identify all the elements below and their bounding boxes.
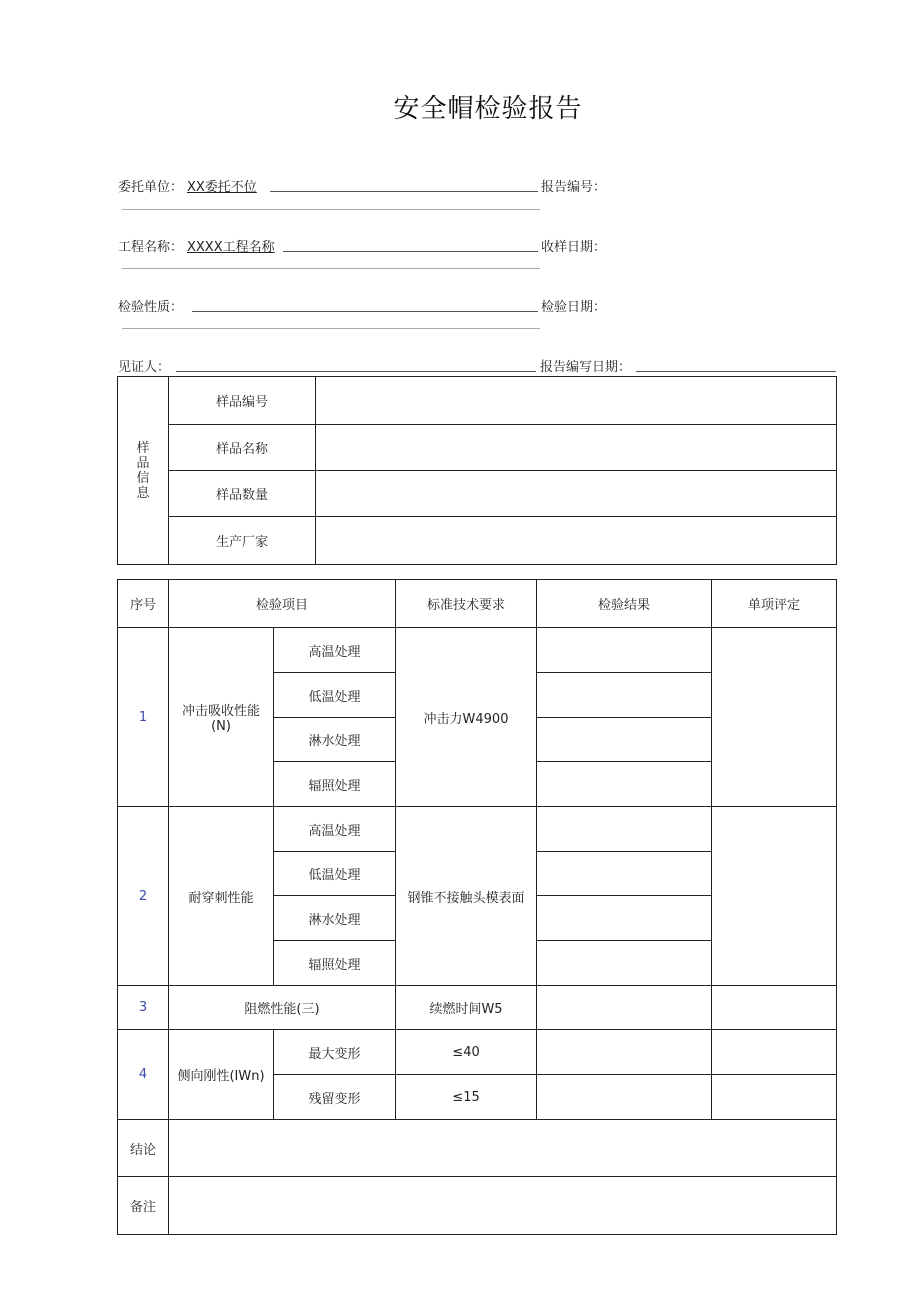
item-name: 耐穿刺性能	[169, 807, 274, 986]
nature-label: 检验性质：	[118, 300, 184, 315]
row1-line	[122, 209, 540, 210]
rating-cell	[712, 1030, 837, 1075]
conclusion-label: 结论	[118, 1120, 169, 1177]
result-cell	[537, 1030, 712, 1075]
project-label: 工程名称：	[118, 240, 184, 255]
requirement: 续燃时间W5	[396, 986, 537, 1030]
result-cell	[537, 896, 712, 941]
item-number: 4	[118, 1030, 169, 1120]
result-cell	[537, 718, 712, 762]
sample-section-label: 样品信息	[118, 377, 169, 565]
report-date-underline	[636, 371, 836, 372]
item-number: 3	[118, 986, 169, 1030]
sample-info-table	[117, 376, 837, 565]
sample-value	[316, 471, 837, 517]
result-cell	[537, 986, 712, 1030]
item-name: 阻燃性能(三)	[169, 986, 396, 1030]
requirement: ≤15	[396, 1075, 537, 1120]
result-cell	[537, 807, 712, 852]
project-value: XXXX工程名称	[187, 240, 275, 255]
sub-item: 高温处理	[274, 807, 396, 852]
sub-item: 最大变形	[274, 1030, 396, 1075]
witness-underline	[176, 371, 536, 372]
result-cell	[537, 941, 712, 986]
result-cell	[537, 762, 712, 807]
requirement: 钢锥不接触头模表面	[396, 807, 537, 986]
rating-cell	[712, 807, 837, 986]
witness-label: 见证人：	[118, 360, 171, 375]
result-cell	[537, 628, 712, 673]
item-name: 侧向刚性(IWn)	[169, 1030, 274, 1120]
rating-cell	[712, 1075, 837, 1120]
header-rating: 单项评定	[712, 580, 837, 628]
receive-date-label: 收样日期：	[541, 240, 607, 255]
client-value: XX委托不位	[187, 180, 257, 195]
rating-cell	[712, 986, 837, 1030]
requirement: 冲击力W4900	[396, 628, 537, 807]
sample-label: 样品数量	[169, 471, 316, 517]
client-underline	[270, 191, 538, 192]
sample-value	[316, 517, 837, 565]
header-no: 序号	[118, 580, 169, 628]
sub-item: 淋水处理	[274, 718, 396, 762]
item-number: 1	[118, 628, 169, 807]
row3-line	[122, 328, 540, 329]
client-label: 委托单位：	[118, 180, 184, 195]
nature-underline	[192, 311, 538, 312]
sample-label: 样品编号	[169, 377, 316, 425]
sub-item: 低温处理	[274, 673, 396, 718]
remark-label: 备注	[118, 1177, 169, 1235]
sub-item: 低温处理	[274, 852, 396, 896]
inspect-date-label: 检验日期：	[541, 300, 607, 315]
rating-cell	[712, 628, 837, 807]
item-number: 2	[118, 807, 169, 986]
sub-item: 辐照处理	[274, 762, 396, 807]
result-cell	[537, 852, 712, 896]
report-no-label: 报告编号：	[541, 180, 607, 195]
sample-label: 生产厂家	[169, 517, 316, 565]
result-cell	[537, 1075, 712, 1120]
sub-item: 残留变形	[274, 1075, 396, 1120]
item-name: 冲击吸收性能 (N)	[169, 628, 274, 807]
sample-label: 样品名称	[169, 425, 316, 471]
project-underline	[283, 251, 538, 252]
sub-item: 辐照处理	[274, 941, 396, 986]
sample-value	[316, 425, 837, 471]
sub-item: 淋水处理	[274, 896, 396, 941]
sample-value	[316, 377, 837, 425]
page-title: 安全帽检验报告	[393, 94, 583, 124]
report-date-label: 报告编写日期：	[540, 360, 632, 375]
requirement: ≤40	[396, 1030, 537, 1075]
conclusion-value	[169, 1120, 837, 1177]
row2-line	[122, 268, 540, 269]
result-cell	[537, 673, 712, 718]
header-item: 检验项目	[169, 580, 396, 628]
sub-item: 高温处理	[274, 628, 396, 673]
results-table	[117, 579, 837, 1235]
remark-value	[169, 1177, 837, 1235]
header-requirement: 标准技术要求	[396, 580, 537, 628]
header-result: 检验结果	[537, 580, 712, 628]
